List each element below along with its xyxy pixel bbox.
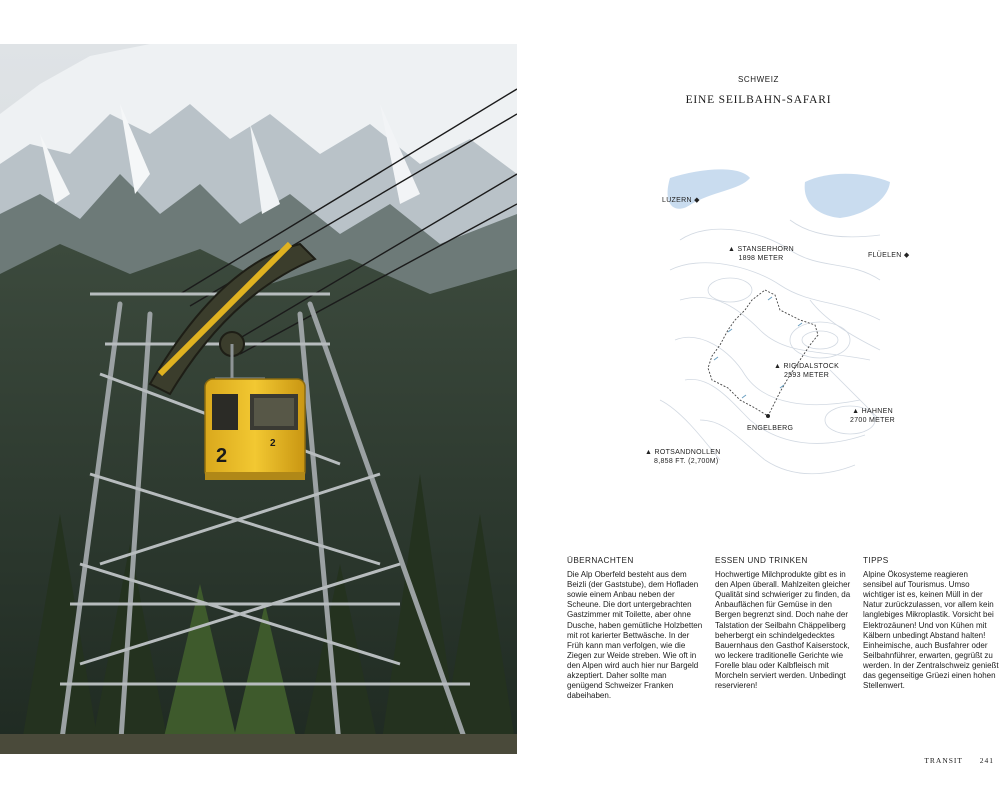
column-body: Alpine Ökosysteme reagieren sensibel auf Tourismus. Umso wichtiger ist es, keinen Müll in der Natur zurückzulassen, vor allem kein langlebiges Mikroplastik. Vorsicht bei Elektrozäunen! Und von Kühen mit Kälbern unbedingt Abstand halten! Einheimische, auch Busfahrer oder Seilbahnführer, erwarten, gegrüßt zu werden. In der Zentralschweiz genießt das gegenseitige Grüezi einen hohen Stellenwert. — [863, 570, 999, 691]
map-label-engelberg: ENGELBERG — [747, 425, 794, 432]
column-tipps — [863, 556, 999, 691]
column-heading: ESSEN UND TRINKEN — [715, 556, 808, 565]
article-title: EINE SEILBAHN-SAFARI — [685, 94, 832, 106]
map-label-rigidalstock: ▲ RIGIDALSTOCK 2593 METER — [774, 363, 840, 379]
lake-uri — [805, 174, 890, 218]
map-label-luzern: LUZERN ◆ — [662, 197, 700, 204]
page-footer — [910, 756, 994, 765]
gondola-number-small: 2 — [270, 438, 276, 449]
peak-marker-icon: ▲ — [645, 449, 653, 456]
peak-marker-icon: ▲ — [774, 363, 782, 370]
peak-marker-icon: ▲ — [852, 408, 860, 415]
page-number: 241 — [979, 756, 994, 765]
map-label-flueelen: FLÜELEN ◆ — [868, 252, 910, 259]
town-marker-icon: ◆ — [903, 252, 910, 259]
column-body: Die Alp Oberfeld besteht aus dem Beizli (der Gaststube), dem Hofladen sowie einem Anbau neben der Scheune. Die dort untergebrachten Gastzimmer mit Toilette, aber ohne Dusche, haben gemütliche Holzbetten mit rot karierter Bettwäsche. In der Früh kann man verfolgen, wie die Ziegen zur Weide streben. Wie oft in den Alpen wird auch hier nur Bargeld akzeptiert. Daher sollte man genügend Schweizer Franken dabeihaben. — [567, 570, 703, 701]
map-label-hahnen: ▲ HAHNEN 2700 METER — [850, 408, 896, 424]
cable-car-photo-illustration — [0, 44, 517, 754]
route-map — [640, 160, 900, 490]
column-body: Hochwertige Milchprodukte gibt es in den Alpen überall. Mahlzeiten gleicher Qualität sind schwieriger zu finden, da Anbauflächen für Gemüse in den Bergen begrenzt sind. Doch nahe der Talstation der Seilbahn Chäppeliberg beherbergt ein schindelgedecktes Bauernhaus den Gasthof Kaiserstock, wo leckere traditionelle Gerichte wie Forelle blau oder Kalbfleisch mit Morcheln serviert werden. Unbedingt reservieren! — [715, 570, 851, 691]
map-label-rotsandnollen: ▲ ROTSANDNOLLEN 8,858 FT. (2,700M) — [645, 449, 721, 465]
section-kicker: SCHWEIZ — [737, 75, 780, 84]
cable-car-photo — [0, 44, 517, 754]
map-label-stanserhorn: ▲ STANSERHORN 1898 METER — [728, 246, 794, 262]
column-heading: ÜBERNACHTEN — [567, 556, 634, 565]
gondola-number-large: 2 — [216, 445, 228, 467]
footer-section: TRANSIT — [924, 756, 963, 765]
column-uebernachten — [567, 556, 703, 701]
engelberg-dot — [766, 414, 770, 418]
peak-marker-icon: ▲ — [728, 246, 736, 253]
column-heading: TIPPS — [863, 556, 889, 565]
route-map-graphic — [640, 160, 900, 490]
hiking-route — [708, 290, 818, 416]
cable-car-markers — [714, 297, 802, 398]
town-marker-icon: ◆ — [694, 197, 700, 204]
column-essen-und-trinken — [715, 556, 851, 691]
